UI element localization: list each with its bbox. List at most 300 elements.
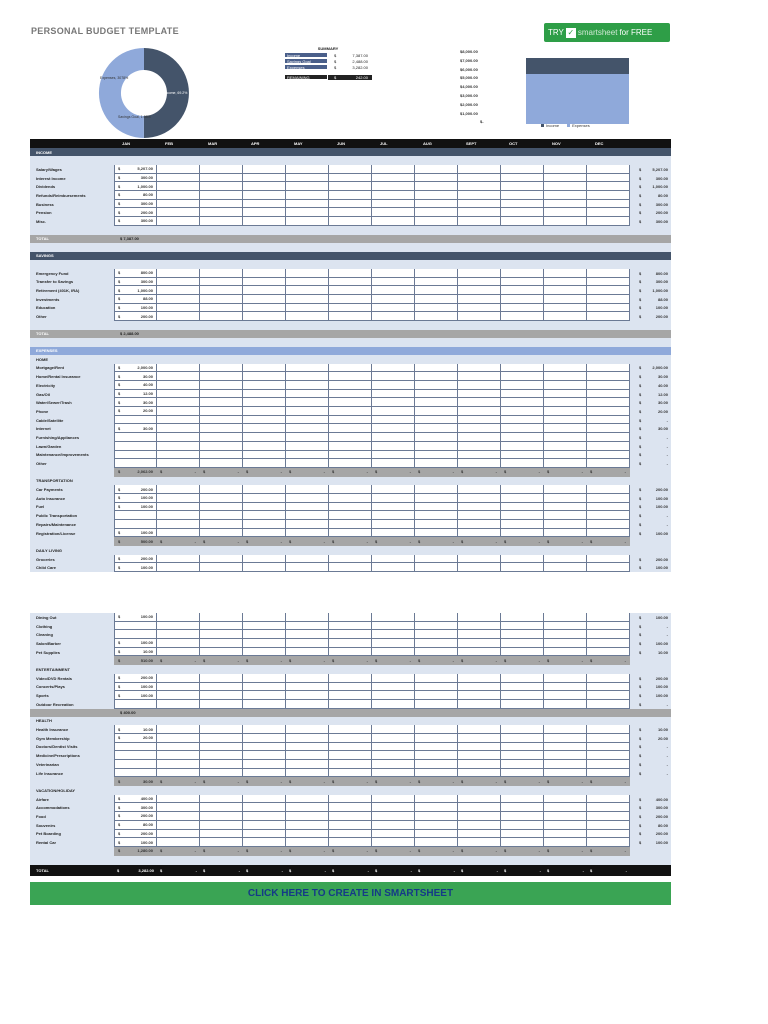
month-cell[interactable]	[286, 200, 329, 209]
month-cell[interactable]: $ 40.00	[114, 381, 157, 390]
month-cell[interactable]	[544, 503, 587, 512]
month-cell[interactable]	[372, 751, 415, 760]
month-cell[interactable]	[458, 830, 501, 839]
month-cell[interactable]	[243, 743, 286, 752]
month-cell[interactable]: $ -	[243, 865, 286, 876]
month-cell[interactable]	[286, 683, 329, 692]
month-cell[interactable]	[157, 433, 200, 442]
month-cell[interactable]	[329, 312, 372, 321]
month-cell[interactable]	[372, 217, 415, 226]
month-cell[interactable]	[157, 743, 200, 752]
month-cell[interactable]	[372, 191, 415, 200]
month-cell[interactable]	[243, 511, 286, 520]
month-cell[interactable]	[243, 830, 286, 839]
month-cell[interactable]	[372, 812, 415, 821]
month-cell[interactable]: $ 2,000.00	[114, 364, 157, 373]
month-cell[interactable]	[329, 269, 372, 278]
month-cell[interactable]	[544, 555, 587, 564]
month-cell[interactable]	[587, 622, 630, 631]
month-cell[interactable]	[458, 372, 501, 381]
month-cell[interactable]	[458, 485, 501, 494]
month-cell[interactable]	[329, 174, 372, 183]
month-cell[interactable]	[458, 622, 501, 631]
month-cell[interactable]	[329, 442, 372, 451]
month-cell[interactable]	[200, 372, 243, 381]
month-cell[interactable]	[243, 191, 286, 200]
month-cell[interactable]	[114, 630, 157, 639]
month-cell[interactable]	[157, 200, 200, 209]
month-cell[interactable]	[243, 683, 286, 692]
month-cell[interactable]	[286, 812, 329, 821]
month-cell[interactable]	[544, 674, 587, 683]
month-cell[interactable]	[415, 812, 458, 821]
month-cell[interactable]	[372, 433, 415, 442]
month-cell[interactable]	[286, 830, 329, 839]
month-cell[interactable]: $ -	[544, 468, 587, 477]
month-cell[interactable]	[243, 485, 286, 494]
month-cell[interactable]: $ 80.00	[114, 821, 157, 830]
month-cell[interactable]	[286, 691, 329, 700]
month-cell[interactable]: $ -	[415, 777, 458, 786]
month-cell[interactable]	[458, 407, 501, 416]
month-cell[interactable]	[329, 182, 372, 191]
month-cell[interactable]	[372, 278, 415, 287]
month-cell[interactable]: $ -	[501, 865, 544, 876]
month-cell[interactable]	[587, 217, 630, 226]
month-cell[interactable]	[458, 555, 501, 564]
month-cell[interactable]: $ -	[286, 865, 329, 876]
month-cell[interactable]	[501, 838, 544, 847]
month-cell[interactable]	[587, 191, 630, 200]
month-cell[interactable]	[458, 734, 501, 743]
month-cell[interactable]: $ 80.00	[114, 191, 157, 200]
month-cell[interactable]	[243, 416, 286, 425]
month-cell[interactable]	[458, 700, 501, 709]
month-cell[interactable]	[458, 725, 501, 734]
month-cell[interactable]	[458, 683, 501, 692]
month-cell[interactable]	[286, 555, 329, 564]
month-cell[interactable]	[415, 674, 458, 683]
month-cell[interactable]	[458, 390, 501, 399]
month-cell[interactable]	[200, 725, 243, 734]
month-cell[interactable]	[501, 390, 544, 399]
month-cell[interactable]	[458, 364, 501, 373]
month-cell[interactable]	[157, 424, 200, 433]
month-cell[interactable]	[157, 520, 200, 529]
month-cell[interactable]	[243, 381, 286, 390]
month-cell[interactable]	[372, 459, 415, 468]
month-cell[interactable]: $ -	[286, 468, 329, 477]
month-cell[interactable]: $ -	[157, 847, 200, 856]
month-cell[interactable]	[200, 485, 243, 494]
month-cell[interactable]	[372, 511, 415, 520]
month-cell[interactable]: $ 100.00	[114, 503, 157, 512]
month-cell[interactable]: $ -	[286, 656, 329, 665]
month-cell[interactable]	[114, 622, 157, 631]
month-cell[interactable]: $ -	[200, 847, 243, 856]
month-cell[interactable]	[415, 407, 458, 416]
month-cell[interactable]	[372, 613, 415, 622]
month-cell[interactable]	[415, 734, 458, 743]
month-cell[interactable]	[415, 451, 458, 460]
month-cell[interactable]	[544, 743, 587, 752]
month-cell[interactable]	[415, 485, 458, 494]
month-cell[interactable]	[286, 312, 329, 321]
month-cell[interactable]	[157, 830, 200, 839]
month-cell[interactable]: $ -	[157, 656, 200, 665]
month-cell[interactable]: $ -	[458, 777, 501, 786]
month-cell[interactable]	[372, 630, 415, 639]
month-cell[interactable]	[458, 838, 501, 847]
month-cell[interactable]	[587, 743, 630, 752]
month-cell[interactable]	[544, 760, 587, 769]
month-cell[interactable]	[501, 165, 544, 174]
month-cell[interactable]	[157, 416, 200, 425]
month-cell[interactable]: $ 200.00	[114, 485, 157, 494]
month-cell[interactable]	[544, 751, 587, 760]
month-cell[interactable]: $ -	[157, 537, 200, 546]
month-cell[interactable]	[458, 398, 501, 407]
month-cell[interactable]	[243, 563, 286, 572]
month-cell[interactable]	[243, 433, 286, 442]
month-cell[interactable]	[329, 278, 372, 287]
month-cell[interactable]	[114, 451, 157, 460]
month-cell[interactable]: $ 100.00	[114, 529, 157, 538]
month-cell[interactable]	[415, 174, 458, 183]
month-cell[interactable]	[544, 364, 587, 373]
month-cell[interactable]	[544, 520, 587, 529]
month-cell[interactable]	[501, 459, 544, 468]
month-cell[interactable]	[200, 442, 243, 451]
month-cell[interactable]	[200, 700, 243, 709]
month-cell[interactable]: $ 200.00	[114, 830, 157, 839]
month-cell[interactable]: $ -	[587, 468, 630, 477]
month-cell[interactable]	[200, 795, 243, 804]
month-cell[interactable]	[200, 529, 243, 538]
month-cell[interactable]	[200, 503, 243, 512]
month-cell[interactable]	[458, 613, 501, 622]
month-cell[interactable]	[587, 381, 630, 390]
month-cell[interactable]	[587, 563, 630, 572]
month-cell[interactable]	[286, 295, 329, 304]
month-cell[interactable]	[544, 304, 587, 313]
month-cell[interactable]	[157, 191, 200, 200]
month-cell[interactable]	[544, 269, 587, 278]
month-cell[interactable]	[243, 372, 286, 381]
month-cell[interactable]: $ -	[329, 847, 372, 856]
month-cell[interactable]	[415, 278, 458, 287]
month-cell[interactable]	[329, 503, 372, 512]
month-cell[interactable]	[372, 674, 415, 683]
month-cell[interactable]	[501, 217, 544, 226]
month-cell[interactable]	[544, 390, 587, 399]
month-cell[interactable]	[329, 217, 372, 226]
month-cell[interactable]	[415, 760, 458, 769]
month-cell[interactable]	[372, 269, 415, 278]
month-cell[interactable]	[286, 725, 329, 734]
month-cell[interactable]: $ -	[157, 865, 200, 876]
month-cell[interactable]	[544, 217, 587, 226]
month-cell[interactable]	[243, 613, 286, 622]
month-cell[interactable]	[415, 769, 458, 778]
month-cell[interactable]	[329, 485, 372, 494]
month-cell[interactable]	[243, 286, 286, 295]
month-cell[interactable]	[415, 191, 458, 200]
month-cell[interactable]	[114, 751, 157, 760]
month-cell[interactable]: $ 300.00	[114, 278, 157, 287]
month-cell[interactable]	[587, 200, 630, 209]
month-cell[interactable]: $ -	[458, 865, 501, 876]
month-cell[interactable]	[200, 381, 243, 390]
month-cell[interactable]: $ 100.00	[114, 613, 157, 622]
month-cell[interactable]	[544, 795, 587, 804]
month-cell[interactable]: $ -	[501, 656, 544, 665]
month-cell[interactable]	[501, 494, 544, 503]
month-cell[interactable]: $ 1,280.00	[114, 847, 157, 856]
month-cell[interactable]	[329, 520, 372, 529]
month-cell[interactable]	[415, 424, 458, 433]
month-cell[interactable]	[415, 217, 458, 226]
month-cell[interactable]: $ 100.00	[114, 683, 157, 692]
month-cell[interactable]: $ 12.00	[114, 390, 157, 399]
month-cell[interactable]	[587, 769, 630, 778]
month-cell[interactable]: $ -	[243, 847, 286, 856]
month-cell[interactable]	[329, 364, 372, 373]
month-cell[interactable]	[372, 174, 415, 183]
month-cell[interactable]	[372, 529, 415, 538]
month-cell[interactable]	[587, 459, 630, 468]
month-cell[interactable]	[587, 398, 630, 407]
month-cell[interactable]	[243, 165, 286, 174]
month-cell[interactable]: $ 200.00	[114, 812, 157, 821]
month-cell[interactable]	[501, 520, 544, 529]
month-cell[interactable]	[544, 613, 587, 622]
month-cell[interactable]	[415, 364, 458, 373]
month-cell[interactable]	[372, 165, 415, 174]
month-cell[interactable]: $ -	[286, 847, 329, 856]
month-cell[interactable]	[157, 769, 200, 778]
month-cell[interactable]: $ -	[329, 537, 372, 546]
month-cell[interactable]: $ -	[501, 468, 544, 477]
month-cell[interactable]	[243, 555, 286, 564]
month-cell[interactable]	[114, 459, 157, 468]
month-cell[interactable]	[329, 416, 372, 425]
month-cell[interactable]	[243, 838, 286, 847]
month-cell[interactable]	[329, 390, 372, 399]
month-cell[interactable]	[372, 555, 415, 564]
month-cell[interactable]	[544, 683, 587, 692]
month-cell[interactable]	[415, 372, 458, 381]
month-cell[interactable]	[243, 622, 286, 631]
month-cell[interactable]	[286, 459, 329, 468]
month-cell[interactable]	[415, 312, 458, 321]
month-cell[interactable]	[372, 304, 415, 313]
month-cell[interactable]: $ -	[200, 777, 243, 786]
month-cell[interactable]	[157, 459, 200, 468]
month-cell[interactable]	[372, 563, 415, 572]
month-cell[interactable]	[157, 182, 200, 191]
month-cell[interactable]	[544, 622, 587, 631]
month-cell[interactable]	[415, 683, 458, 692]
month-cell[interactable]	[286, 451, 329, 460]
month-cell[interactable]	[157, 407, 200, 416]
month-cell[interactable]	[114, 433, 157, 442]
month-cell[interactable]: $ -	[415, 468, 458, 477]
month-cell[interactable]	[157, 630, 200, 639]
month-cell[interactable]	[501, 398, 544, 407]
month-cell[interactable]: $ -	[372, 656, 415, 665]
month-cell[interactable]: $ -	[544, 865, 587, 876]
month-cell[interactable]: $ 3,282.00	[114, 865, 157, 876]
month-cell[interactable]	[501, 751, 544, 760]
month-cell[interactable]	[286, 217, 329, 226]
month-cell[interactable]	[415, 494, 458, 503]
month-cell[interactable]	[286, 208, 329, 217]
month-cell[interactable]: $ 500.00	[114, 537, 157, 546]
month-cell[interactable]	[200, 433, 243, 442]
month-cell[interactable]	[372, 182, 415, 191]
month-cell[interactable]	[157, 442, 200, 451]
month-cell[interactable]	[587, 451, 630, 460]
month-cell[interactable]: $ -	[329, 865, 372, 876]
month-cell[interactable]	[200, 769, 243, 778]
month-cell[interactable]: $ 300.00	[114, 174, 157, 183]
month-cell[interactable]: $ -	[372, 847, 415, 856]
month-cell[interactable]	[200, 821, 243, 830]
month-cell[interactable]	[243, 734, 286, 743]
month-cell[interactable]	[458, 286, 501, 295]
month-cell[interactable]	[286, 622, 329, 631]
month-cell[interactable]	[157, 511, 200, 520]
month-cell[interactable]	[458, 648, 501, 657]
month-cell[interactable]	[200, 191, 243, 200]
month-cell[interactable]	[415, 304, 458, 313]
month-cell[interactable]	[286, 304, 329, 313]
month-cell[interactable]: $ 510.00	[114, 656, 157, 665]
month-cell[interactable]	[243, 700, 286, 709]
month-cell[interactable]: $ 30.00	[114, 372, 157, 381]
month-cell[interactable]	[200, 269, 243, 278]
month-cell[interactable]	[544, 639, 587, 648]
month-cell[interactable]	[200, 278, 243, 287]
month-cell[interactable]	[415, 208, 458, 217]
month-cell[interactable]	[415, 838, 458, 847]
month-cell[interactable]: $ 200.00	[114, 312, 157, 321]
month-cell[interactable]	[372, 200, 415, 209]
month-cell[interactable]	[458, 165, 501, 174]
month-cell[interactable]	[544, 451, 587, 460]
month-cell[interactable]	[501, 433, 544, 442]
month-cell[interactable]	[286, 520, 329, 529]
month-cell[interactable]	[415, 613, 458, 622]
month-cell[interactable]	[157, 734, 200, 743]
month-cell[interactable]: $ 100.00	[114, 838, 157, 847]
month-cell[interactable]	[157, 398, 200, 407]
month-cell[interactable]	[329, 734, 372, 743]
month-cell[interactable]	[415, 743, 458, 752]
month-cell[interactable]	[114, 520, 157, 529]
month-cell[interactable]: $ -	[243, 537, 286, 546]
month-cell[interactable]	[587, 312, 630, 321]
month-cell[interactable]	[157, 304, 200, 313]
month-cell[interactable]	[329, 751, 372, 760]
month-cell[interactable]	[587, 286, 630, 295]
month-cell[interactable]	[458, 424, 501, 433]
month-cell[interactable]	[329, 286, 372, 295]
month-cell[interactable]	[243, 803, 286, 812]
month-cell[interactable]	[544, 191, 587, 200]
month-cell[interactable]	[458, 803, 501, 812]
month-cell[interactable]	[544, 769, 587, 778]
month-cell[interactable]	[501, 700, 544, 709]
month-cell[interactable]	[501, 442, 544, 451]
month-cell[interactable]	[243, 269, 286, 278]
month-cell[interactable]	[286, 390, 329, 399]
month-cell[interactable]	[415, 555, 458, 564]
month-cell[interactable]	[372, 312, 415, 321]
month-cell[interactable]	[286, 503, 329, 512]
month-cell[interactable]	[458, 174, 501, 183]
month-cell[interactable]	[458, 494, 501, 503]
month-cell[interactable]	[200, 304, 243, 313]
month-cell[interactable]	[544, 563, 587, 572]
month-cell[interactable]	[544, 838, 587, 847]
month-cell[interactable]	[329, 725, 372, 734]
month-cell[interactable]	[587, 683, 630, 692]
month-cell[interactable]	[415, 830, 458, 839]
month-cell[interactable]	[458, 630, 501, 639]
month-cell[interactable]	[372, 424, 415, 433]
month-cell[interactable]	[587, 182, 630, 191]
month-cell[interactable]	[243, 182, 286, 191]
month-cell[interactable]	[157, 451, 200, 460]
month-cell[interactable]	[329, 451, 372, 460]
month-cell[interactable]	[200, 639, 243, 648]
month-cell[interactable]	[372, 398, 415, 407]
month-cell[interactable]	[587, 511, 630, 520]
month-cell[interactable]: $ -	[286, 537, 329, 546]
month-cell[interactable]	[544, 208, 587, 217]
month-cell[interactable]	[501, 208, 544, 217]
month-cell[interactable]	[587, 812, 630, 821]
month-cell[interactable]	[544, 494, 587, 503]
month-cell[interactable]	[286, 494, 329, 503]
month-cell[interactable]: $ -	[243, 468, 286, 477]
month-cell[interactable]	[157, 563, 200, 572]
month-cell[interactable]	[243, 208, 286, 217]
month-cell[interactable]: $ -	[329, 656, 372, 665]
month-cell[interactable]	[587, 372, 630, 381]
month-cell[interactable]	[415, 751, 458, 760]
month-cell[interactable]	[501, 691, 544, 700]
month-cell[interactable]	[544, 407, 587, 416]
month-cell[interactable]	[286, 407, 329, 416]
month-cell[interactable]	[372, 725, 415, 734]
month-cell[interactable]	[157, 725, 200, 734]
month-cell[interactable]	[286, 743, 329, 752]
month-cell[interactable]: $ 200.00	[114, 674, 157, 683]
month-cell[interactable]	[243, 217, 286, 226]
month-cell[interactable]	[157, 286, 200, 295]
month-cell[interactable]	[157, 639, 200, 648]
month-cell[interactable]	[544, 312, 587, 321]
month-cell[interactable]	[587, 529, 630, 538]
month-cell[interactable]	[544, 295, 587, 304]
month-cell[interactable]	[544, 529, 587, 538]
month-cell[interactable]	[372, 407, 415, 416]
month-cell[interactable]: $ -	[200, 537, 243, 546]
month-cell[interactable]	[157, 494, 200, 503]
